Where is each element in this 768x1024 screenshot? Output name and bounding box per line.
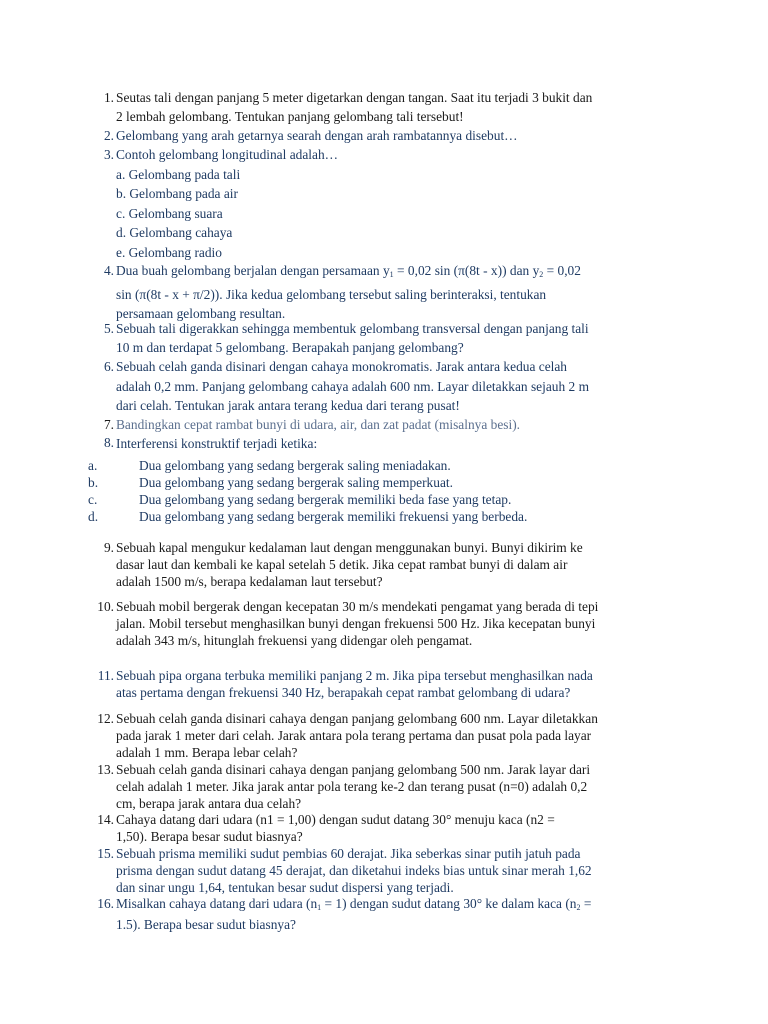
question-text-line: celah adalah 1 meter. Jika jarak antar pola terang ke-2 dan terang pusat (n=0) adalah 0,2 [116, 779, 588, 794]
question-text-line: Contoh gelombang longitudinal adalah… [116, 147, 339, 162]
option-text: Dua gelombang yang sedang bergerak memiliki beda fase yang tetap. [139, 492, 512, 507]
question-text-line: prisma dengan sudut datang 45 derajat, dan diketahui indeks bias untuk sinar merah 1,62 [116, 863, 592, 878]
question-3 [88, 145, 680, 262]
option-text: Dua gelombang yang sedang bergerak memiliki frekuensi yang berbeda. [139, 509, 528, 524]
question-text-line: Cahaya datang dari udara (n1 = 1,00) dengan sudut datang 30° menuju kaca (n2 = [116, 812, 555, 827]
question-text-line: 2 lembah gelombang. Tentukan panjang gelombang tali tersebut! [116, 109, 464, 124]
question-text-part: = 0,02 sin (π(8t - x)) dan y [393, 263, 540, 278]
option-label: c. [88, 492, 98, 507]
question-6 [88, 357, 680, 416]
question-text-line: 10 m dan terdapat 5 gelombang. Berapakah panjang gelombang? [116, 340, 464, 355]
answer-option [88, 508, 680, 525]
answer-option [88, 491, 680, 508]
question-number: 7. [103, 417, 114, 432]
question-10 [88, 598, 680, 649]
question-text-line: dan sinar ungu 1,64, tentukan besar sudut dispersi yang terjadi. [116, 880, 454, 895]
question-text-line: Sebuah tali digerakkan sehingga membentuk gelombang transversal dengan panjang tali [116, 321, 589, 336]
question-text-line: dari celah. Tentukan jarak antara terang kedua dari terang pusat! [116, 398, 460, 413]
question-text-line: adalah 0,2 mm. Panjang gelombang cahaya adalah 600 nm. Layar diletakkan sejauh 2 m [116, 378, 589, 394]
question-number: 10. [97, 599, 114, 614]
question-number: 2. [103, 128, 114, 143]
subscript: 1 [317, 903, 322, 912]
subscript: 2 [539, 270, 544, 279]
option-label: a. [88, 458, 98, 473]
question-text-line: Sebuah pipa organa terbuka memiliki panjang 2 m. Jika pipa tersebut menghasilkan nada [116, 668, 593, 683]
question-9 [88, 539, 680, 590]
question-text-line: jalan. Mobil tersebut menghasilkan bunyi dengan frekuensi 500 Hz. Jika kecepatan bunyi [116, 616, 596, 631]
question-number: 13. [97, 762, 114, 777]
question-7 [88, 415, 680, 434]
question-4 [88, 261, 680, 324]
option-label: b. [88, 475, 99, 490]
question-text-line: Interferensi konstruktif terjadi ketika: [116, 436, 318, 451]
question-text-line: dasar laut dan kembali ke kapal setelah 5 detik. Jika cepat rambat bunyi di dalam air [116, 557, 568, 572]
question-number: 11. [97, 668, 114, 683]
option-text: Dua gelombang yang sedang bergerak saling meniadakan. [139, 458, 451, 473]
question-number: 6. [103, 359, 114, 374]
question-number: 5. [103, 321, 114, 336]
answer-option: d. Gelombang cahaya [116, 225, 233, 240]
question-number: 1. [103, 90, 114, 105]
question-text-line: Seutas tali dengan panjang 5 meter digetarkan dengan tangan. Saat itu terjadi 3 bukit dan [116, 90, 593, 105]
question-text-line: adalah 1500 m/s, berapa kedalaman laut tersebut? [116, 574, 383, 589]
question-text-line: Sebuah prisma memiliki sudut pembias 60 derajat. Jika seberkas sinar putih jatuh pada [116, 846, 581, 861]
question-11 [88, 667, 680, 701]
question-text-line: atas pertama dengan frekuensi 340 Hz, berapakah cepat rambat gelombang di udara? [116, 685, 571, 700]
question-text-part: = 1) dengan sudut datang 30° ke dalam kaca (n [321, 896, 577, 911]
question-text-line: Sebuah celah ganda disinari dengan cahaya monokromatis. Jarak antara kedua celah [116, 359, 567, 374]
question-1 [88, 88, 680, 126]
question-number: 8. [103, 435, 114, 450]
question-number: 9. [103, 540, 114, 555]
answer-option [88, 457, 680, 474]
question-16 [88, 895, 680, 933]
answer-option: b. Gelombang pada air [116, 186, 238, 201]
question-text-line: 1,50). Berapa besar sudut biasnya? [116, 829, 303, 844]
question-number: 15. [97, 846, 114, 861]
subscript: 2 [576, 903, 581, 912]
question-12 [88, 710, 680, 761]
question-text-line: adalah 1 mm. Berapa lebar celah? [116, 745, 298, 760]
question-text-part: Misalkan cahaya datang dari udara (n [116, 896, 318, 911]
answer-option: a. Gelombang pada tali [116, 166, 241, 182]
question-text-line: Bandingkan cepat rambat bunyi di udara, air, dan zat padat (misalnya besi). [116, 417, 521, 432]
answer-option: c. Gelombang suara [116, 205, 223, 221]
answer-option [88, 474, 680, 491]
question-15 [88, 845, 680, 896]
question-text-line: Sebuah mobil bergerak dengan kecepatan 30 m/s mendekati pengamat yang berada di tepi [116, 599, 599, 614]
question-text-part: = [580, 896, 592, 911]
question-text-line [116, 261, 680, 285]
answer-option: e. Gelombang radio [116, 244, 222, 260]
question-8 [88, 434, 680, 525]
question-text-line: cm, berapa jarak antara dua celah? [116, 796, 302, 811]
option-text: Dua gelombang yang sedang bergerak saling memperkuat. [139, 475, 453, 490]
question-number: 12. [97, 711, 114, 726]
question-text-line: 1.5). Berapa besar sudut biasnya? [116, 917, 296, 932]
subscript: 1 [389, 270, 394, 279]
question-text-line: Sebuah kapal mengukur kedalaman laut dengan menggunakan bunyi. Bunyi dikirim ke [116, 540, 583, 555]
question-text-line: sin (π(8t - x + π/2)). Jika kedua gelombang tersebut saling berinteraksi, tentukan [116, 286, 547, 302]
question-text-line: pada jarak 1 meter dari celah. Jarak antara pola terang pertama dan pusat pola pada layar [116, 728, 592, 743]
question-text-line: Sebuah celah ganda disinari cahaya dengan panjang gelombang 500 nm. Jarak layar dari [116, 762, 591, 777]
question-text-part: Dua buah gelombang berjalan dengan persamaan y [116, 263, 390, 278]
question-14 [88, 811, 680, 845]
option-label: d. [88, 509, 99, 524]
question-text-line: persamaan gelombang resultan. [116, 306, 286, 321]
question-2 [88, 126, 680, 145]
question-text-line [116, 895, 680, 916]
question-number: 3. [103, 147, 114, 162]
question-text-line: Gelombang yang arah getarnya searah dengan arah rambatannya disebut… [116, 128, 518, 143]
question-number: 14. [97, 812, 114, 827]
question-13 [88, 761, 680, 812]
question-number: 4. [103, 263, 114, 278]
question-5 [88, 319, 680, 357]
question-text-part: = 0,02 [543, 263, 581, 278]
question-number: 16. [97, 896, 114, 911]
question-text-line: adalah 343 m/s, hitunglah frekuensi yang didengar oleh pengamat. [116, 633, 473, 648]
question-text-line: Sebuah celah ganda disinari cahaya dengan panjang gelombang 600 nm. Layar diletakkan [116, 711, 598, 726]
